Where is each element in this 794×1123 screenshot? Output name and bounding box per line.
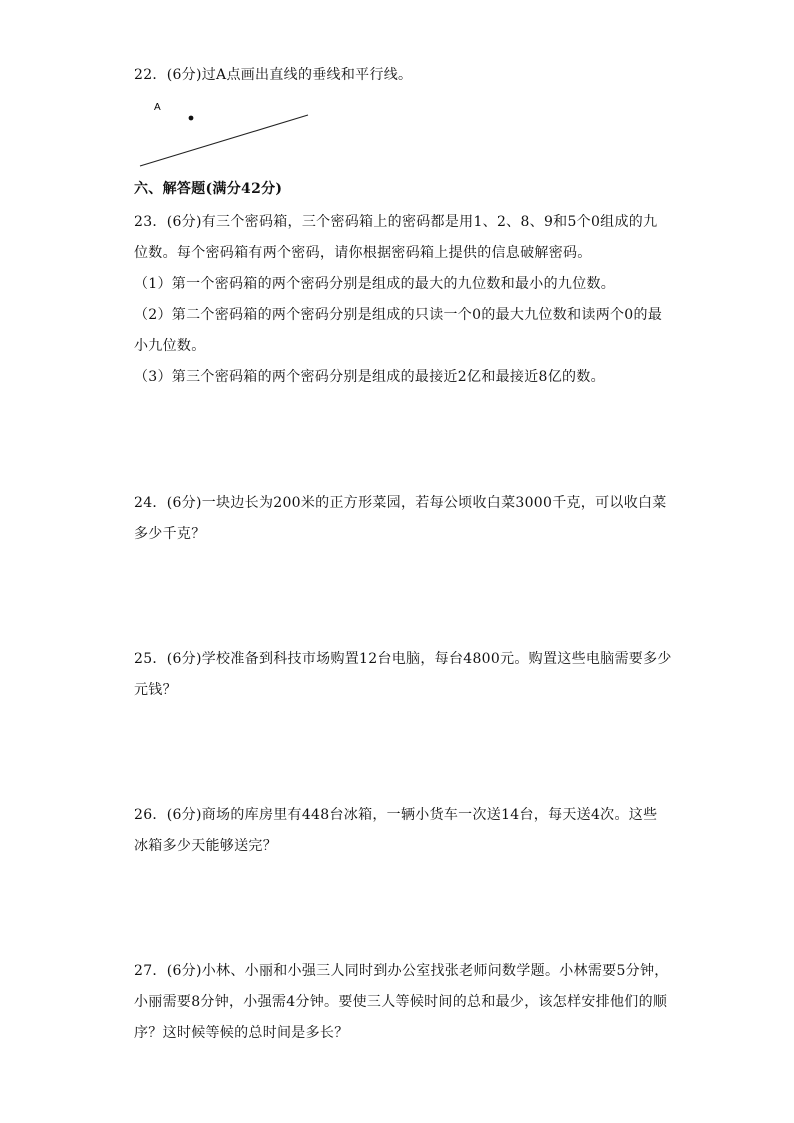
q25-line2: 元钱？ [134,682,177,698]
section-title: 六、解答题(满分42分) [134,181,283,197]
q23-line2: 位数。每个密码箱有两个密码，请你根据密码箱上提供的信息破解密码。 [134,245,592,261]
q23-sub2-line1: （2）第二个密码箱的两个密码分别是组成的只读一个0的最大九位数和读两个0的最 [134,307,663,323]
given-line [140,115,308,166]
q27-line2: 小丽需要8分钟，小强需4分钟。要使三人等候时间的总和最少，该怎样安排他们的顺 [134,994,668,1010]
q22-text: 22．(6分)过A点画出直线的垂线和平行线。 [134,67,413,83]
q23-sub2-line2: 小九位数。 [134,338,206,354]
q26-line1: 26．(6分)商场的库房里有448台冰箱，一辆小货车一次送14台，每天送4次。这些 [134,807,658,823]
point-a-label: A [154,102,161,113]
q25-line1: 25．(6分)学校准备到科技市场购置12台电脑，每台4800元。购置这些电脑需要多少 [134,651,672,667]
point-a-dot [189,116,194,121]
q24-line1: 24．(6分)一块边长为200米的正方形菜园，若每公顷收白菜3000千克，可以收白菜 [134,495,667,511]
q26-line2: 冰箱多少天能够送完？ [134,838,277,854]
q27-line3: 序？这时候等候的总时间是多长？ [134,1025,349,1041]
q23-line1: 23．(6分)有三个密码箱，三个密码箱上的密码都是用1、2、8、9和5个0组成的九 [134,214,658,230]
q24-line2: 多少千克？ [134,526,206,542]
q27-line1: 27．(6分)小林、小丽和小强三人同时到办公室找张老师问数学题。小林需要5分钟， [134,963,669,979]
q23-sub3: （3）第三个密码箱的两个密码分别是组成的最接近2亿和最接近8亿的数。 [134,369,605,385]
q22-figure [134,98,324,172]
q23-sub1: （1）第一个密码箱的两个密码分别是组成的最大的九位数和最小的九位数。 [134,276,616,292]
